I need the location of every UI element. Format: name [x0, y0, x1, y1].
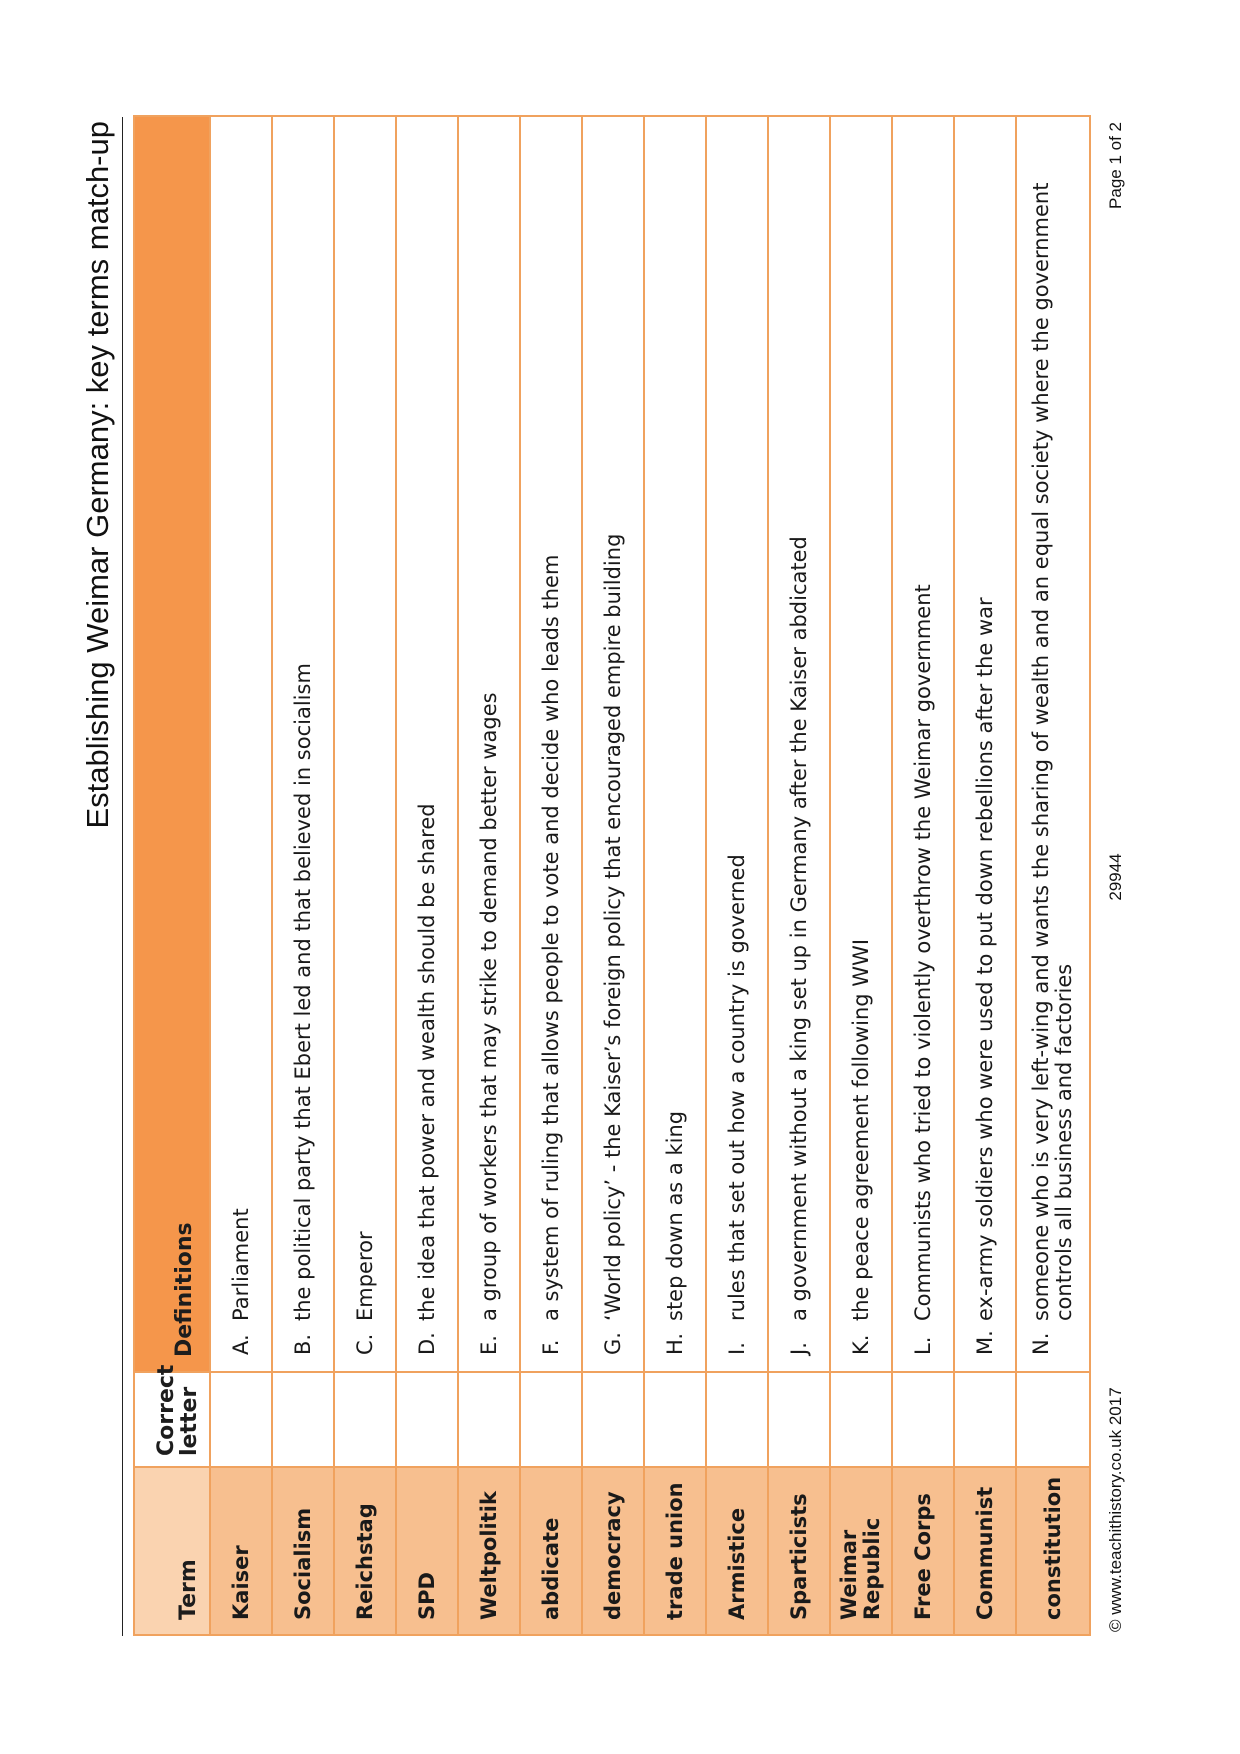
- term-cell: constitution: [1016, 1467, 1090, 1635]
- correct-letter-cell[interactable]: [892, 1372, 954, 1467]
- footer-page-number: Page 1 of 2: [1106, 122, 1125, 209]
- definition-text: ex-army soldiers who were used to put down rebellions after the war: [972, 597, 997, 1321]
- table-row: [582, 116, 644, 1635]
- definition-text: the political party that Ebert led and that believed in socialism: [290, 663, 315, 1321]
- table-row: [830, 116, 892, 1635]
- definition-cell: [892, 116, 954, 1372]
- correct-letter-cell[interactable]: [272, 1372, 334, 1467]
- definition-letter: B.: [290, 1333, 315, 1355]
- definition-cell: [272, 116, 334, 1372]
- table-row: [272, 116, 334, 1635]
- term-cell: Reichstag: [334, 1467, 396, 1635]
- correct-letter-cell[interactable]: [458, 1372, 520, 1467]
- definition-text: a government without a king set up in Germany after the Kaiser abdicated: [786, 536, 811, 1321]
- correct-letter-cell[interactable]: [768, 1372, 830, 1467]
- correct-letter-cell[interactable]: [520, 1372, 582, 1467]
- term-cell: Kaiser: [210, 1467, 272, 1635]
- table-row: [644, 116, 706, 1635]
- correct-letter-cell[interactable]: [210, 1372, 272, 1467]
- definition-cell: [396, 116, 458, 1372]
- correct-letter-cell[interactable]: [334, 1372, 396, 1467]
- term-cell: SPD: [396, 1467, 458, 1635]
- table-row: [520, 116, 582, 1635]
- correct-letter-cell[interactable]: [644, 1372, 706, 1467]
- table-row: [396, 116, 458, 1635]
- term-cell: Armistice: [706, 1467, 768, 1635]
- definition-cell: [954, 116, 1016, 1372]
- table-header-row: [134, 116, 210, 1635]
- header-term: Term: [134, 1467, 210, 1635]
- definition-text: Parliament: [228, 1208, 253, 1321]
- definition-letter: A.: [228, 1334, 253, 1355]
- definition-letter: E.: [476, 1335, 501, 1355]
- correct-letter-cell[interactable]: [830, 1372, 892, 1467]
- definition-text: someone who is very left-wing and wants the sharing of wealth and an equal society where the government controls all business and factories: [1029, 182, 1076, 1321]
- table-row: [210, 116, 272, 1635]
- definition-text: step down as a king: [662, 1110, 687, 1321]
- term-cell: democracy: [582, 1467, 644, 1635]
- table-row: [458, 116, 520, 1635]
- table-row: [1016, 116, 1090, 1635]
- definition-text: Emperor: [352, 1231, 377, 1321]
- term-cell: Weimar Republic: [830, 1467, 892, 1635]
- header-correct-letter: [134, 1364, 210, 1467]
- definition-cell: [644, 116, 706, 1372]
- table-body: [210, 116, 1090, 1635]
- header-correct-letter-line2: letter: [177, 1386, 202, 1456]
- table-row: [892, 116, 954, 1635]
- definition-letter: H.: [662, 1332, 687, 1355]
- definition-cell: [706, 116, 768, 1372]
- definition-letter: M.: [972, 1330, 997, 1355]
- header-definitions: Definitions: [134, 116, 210, 1372]
- definition-letter: D.: [414, 1332, 439, 1355]
- term-cell: Sparticists: [768, 1467, 830, 1635]
- definition-letter: F.: [538, 1339, 563, 1355]
- definition-letter: G.: [600, 1332, 625, 1355]
- term-cell: Communist: [954, 1467, 1016, 1635]
- table-row: [334, 116, 396, 1635]
- footer-copyright: © www.teachithistory.co.uk 2017: [1106, 1387, 1125, 1632]
- definition-cell: [768, 116, 830, 1372]
- correct-letter-cell[interactable]: [582, 1372, 644, 1467]
- matchup-table: [133, 115, 1091, 1636]
- definition-text: the idea that power and wealth should be shared: [414, 803, 439, 1321]
- table-row: [706, 116, 768, 1635]
- definition-cell: [458, 116, 520, 1372]
- definition-letter: J.: [786, 1342, 811, 1355]
- definition-text: Communists who tried to violently overthrow the Weimar government: [910, 584, 935, 1321]
- definition-cell: [520, 116, 582, 1372]
- term-cell: Socialism: [272, 1467, 334, 1635]
- term-cell: Weltpolitik: [458, 1467, 520, 1635]
- definition-text: a system of ruling that allows people to vote and decide who leads them: [538, 554, 563, 1321]
- definition-letter: K.: [848, 1334, 873, 1355]
- term-cell: Free Corps: [892, 1467, 954, 1635]
- definition-letter: L.: [910, 1336, 935, 1355]
- table-row: [954, 116, 1016, 1635]
- term-cell: trade union: [644, 1467, 706, 1635]
- definition-text: ‘World policy’ - the Kaiser’s foreign policy that encouraged empire building: [600, 533, 625, 1321]
- term-cell: abdicate: [520, 1467, 582, 1635]
- header-correct-letter-line1: Correct: [154, 1364, 179, 1456]
- definition-cell: [334, 116, 396, 1372]
- correct-letter-cell[interactable]: [396, 1372, 458, 1467]
- definition-cell: [210, 116, 272, 1372]
- correct-letter-cell[interactable]: [954, 1372, 1016, 1467]
- correct-letter-cell[interactable]: [706, 1372, 768, 1467]
- table-row: [768, 116, 830, 1635]
- definition-text: the peace agreement following WWI: [848, 938, 873, 1321]
- definition-cell: [582, 116, 644, 1372]
- title-divider: [122, 117, 123, 1636]
- definition-letter: N.: [1029, 1332, 1053, 1355]
- definition-text: a group of workers that may strike to demand better wages: [476, 692, 501, 1321]
- definition-letter: I.: [724, 1342, 749, 1355]
- definition-text: rules that set out how a country is governed: [724, 854, 749, 1321]
- definition-cell: [1016, 116, 1090, 1372]
- footer-code: 29944: [1106, 853, 1125, 901]
- definition-letter: C.: [352, 1333, 377, 1355]
- correct-letter-cell[interactable]: [1016, 1372, 1090, 1467]
- definition-cell: [830, 116, 892, 1372]
- page-title: Establishing Weimar Germany: key terms match-up: [80, 121, 115, 829]
